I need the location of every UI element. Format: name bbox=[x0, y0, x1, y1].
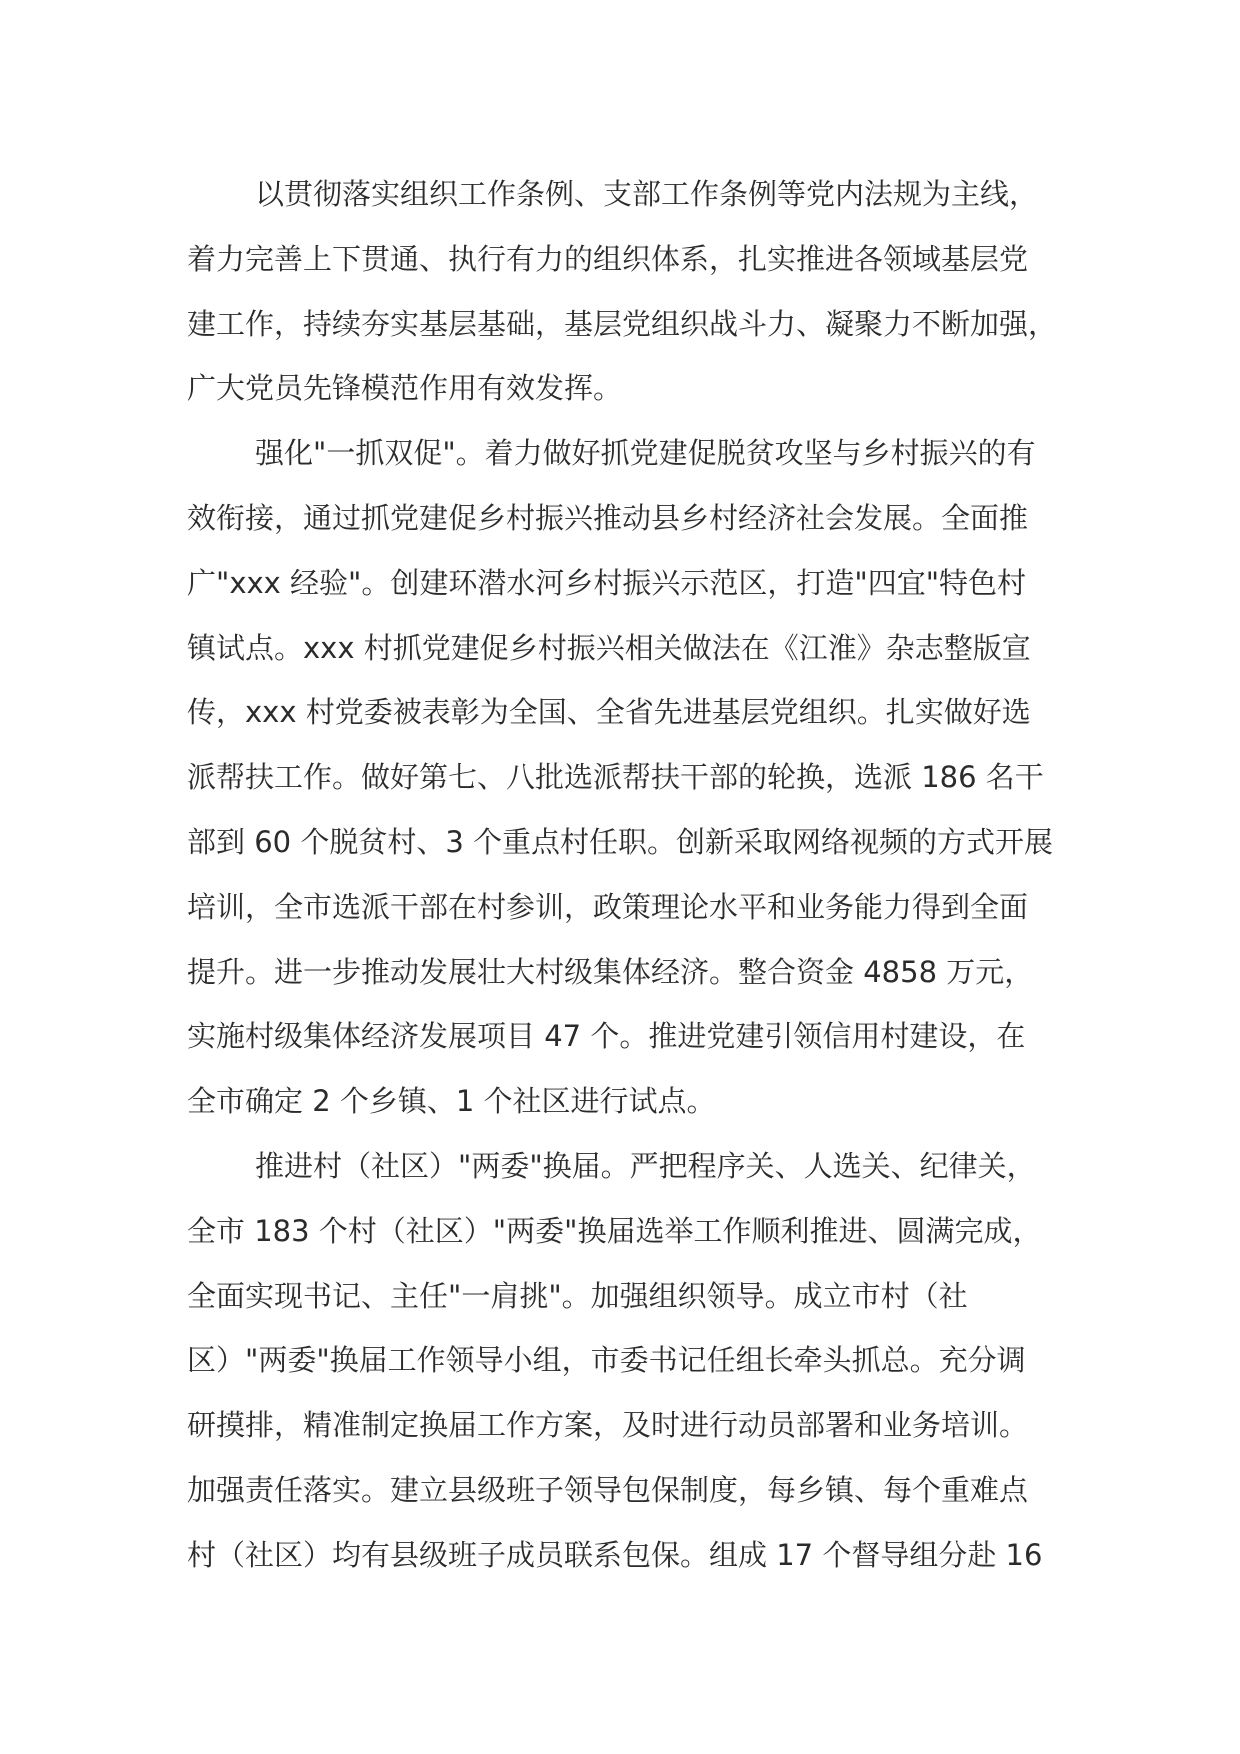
paragraph-line: 推进村（社区）"两委"换届。严把程序关、人选关、纪律关， bbox=[255, 1148, 1036, 1183]
paragraph-line: 强化"一抓双促"。着力做好抓党建促脱贫攻坚与乡村振兴的有 bbox=[255, 436, 1036, 471]
paragraph-line: 实施村级集体经济发展项目 47 个。推进党建引领信用村建设，在 bbox=[187, 1019, 1026, 1054]
paragraph-line: 派帮扶工作。做好第七、八批选派帮扶干部的轮换，选派 186 名干 bbox=[187, 760, 1044, 795]
paragraph-line: 区）"两委"换届工作领导小组，市委书记任组长牵头抓总。充分调 bbox=[187, 1343, 1026, 1378]
paragraph-line: 着力完善上下贯通、执行有力的组织体系，扎实推进各领域基层党 bbox=[187, 241, 1029, 276]
paragraph-line: 研摸排，精准制定换届工作方案，及时进行动员部署和业务培训。 bbox=[187, 1408, 1029, 1443]
paragraph-line: 全市 183 个村（社区）"两委"换届选举工作顺利推进、圆满完成， bbox=[187, 1213, 1042, 1248]
paragraph-line: 广"xxx 经验"。创建环潜水河乡村振兴示范区，打造"四宜"特色村 bbox=[187, 565, 1027, 600]
paragraph-line: 镇试点。xxx 村抓党建促乡村振兴相关做法在《江淮》杂志整版宣 bbox=[187, 630, 1031, 665]
paragraph-line: 培训，全市选派干部在村参训，政策理论水平和业务能力得到全面 bbox=[187, 889, 1029, 924]
document-body bbox=[187, 162, 1057, 1588]
paragraph-3 bbox=[187, 1134, 1057, 1588]
paragraph-line: 效衔接，通过抓党建促乡村振兴推动县乡村经济社会发展。全面推 bbox=[187, 500, 1029, 535]
paragraph-line: 以贯彻落实组织工作条例、支部工作条例等党内法规为主线， bbox=[255, 177, 1039, 211]
paragraph-1 bbox=[187, 162, 1057, 421]
paragraph-line: 传，xxx 村党委被表彰为全国、全省先进基层党组织。扎实做好选 bbox=[187, 695, 1031, 730]
paragraph-line: 广大党员先锋模范作用有效发挥。 bbox=[187, 371, 623, 406]
paragraph-line: 部到 60 个脱贫村、3 个重点村任职。创新采取网络视频的方式开展 bbox=[187, 824, 1054, 859]
paragraph-line: 加强责任落实。建立县级班子领导包保制度，每乡镇、每个重难点 bbox=[187, 1472, 1029, 1507]
paragraph-line: 村（社区）均有县级班子成员联系包保。组成 17 个督导组分赴 16 bbox=[187, 1537, 1043, 1572]
paragraph-line: 提升。进一步推动发展壮大村级集体经济。整合资金 4858 万元， bbox=[187, 954, 1034, 989]
paragraph-line: 全面实现书记、主任"一肩挑"。加强组织领导。成立市村（社 bbox=[187, 1278, 968, 1313]
paragraph-line: 全市确定 2 个乡镇、1 个社区进行试点。 bbox=[187, 1084, 716, 1119]
paragraph-2 bbox=[187, 421, 1057, 1134]
paragraph-line: 建工作，持续夯实基层基础，基层党组织战斗力、凝聚力不断加强， bbox=[187, 306, 1058, 341]
